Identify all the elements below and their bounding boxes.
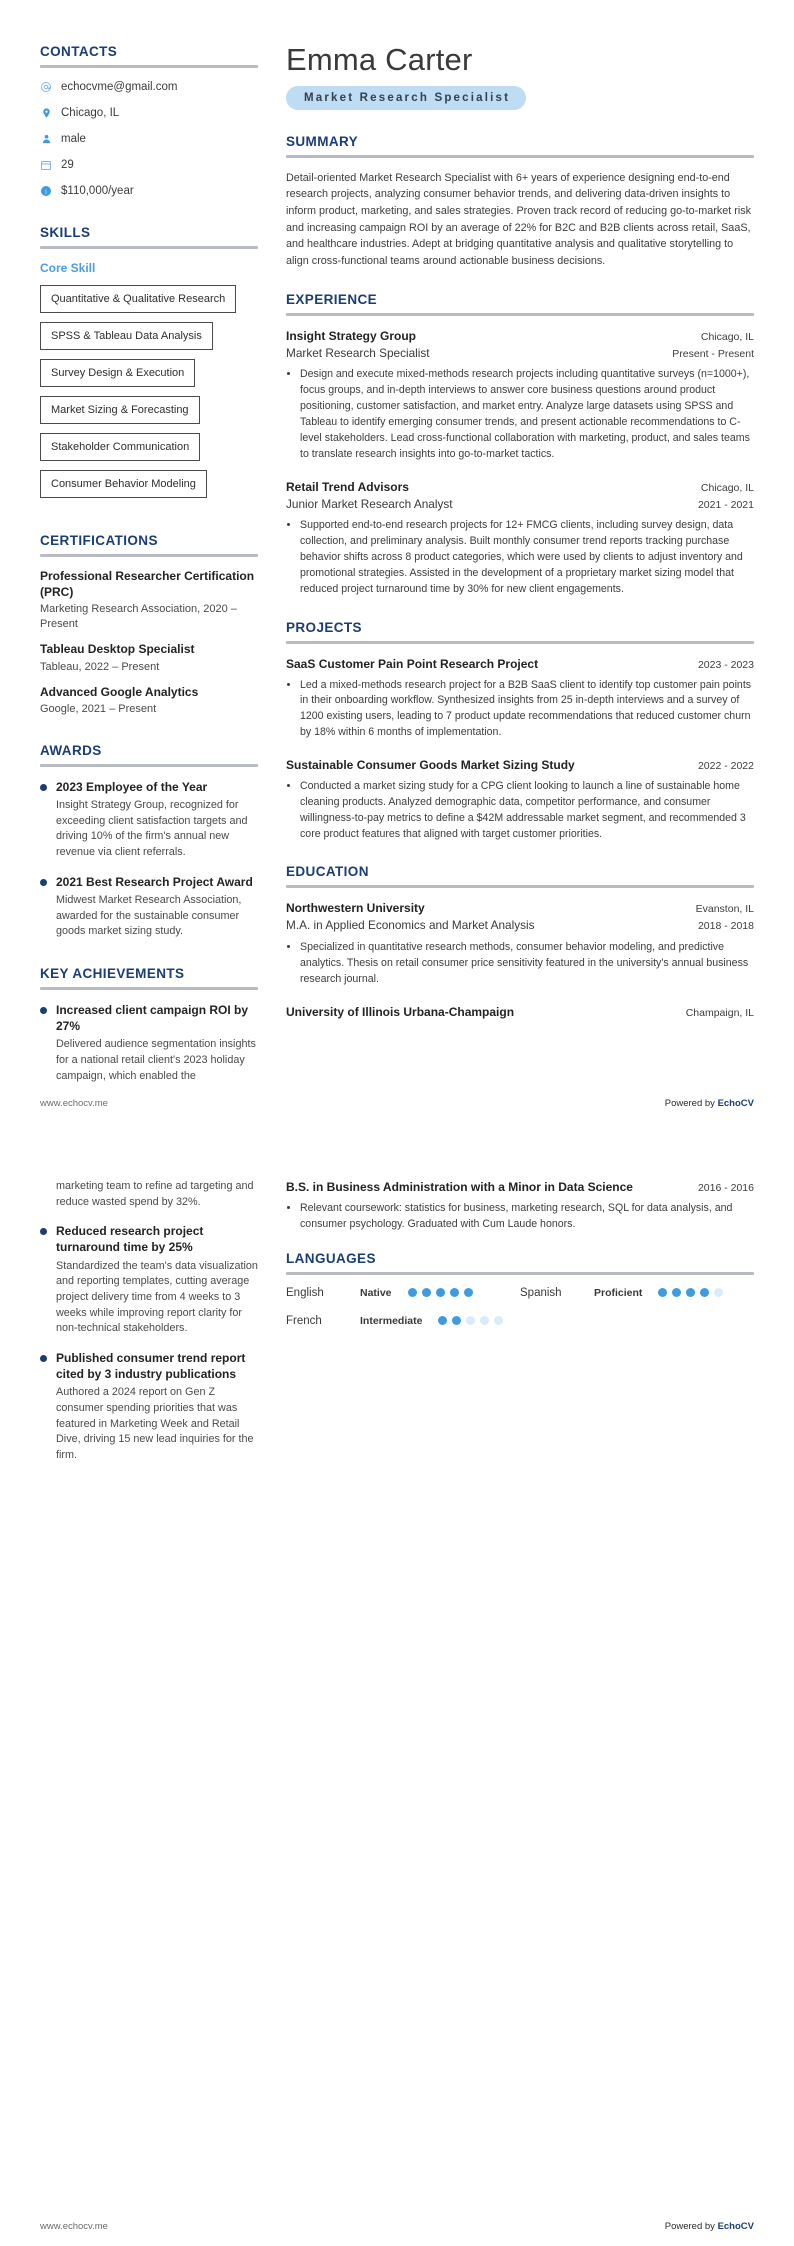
section-divider bbox=[40, 65, 258, 68]
contact-email-value: echocvme@gmail.com bbox=[61, 81, 178, 93]
rating-dot-icon bbox=[436, 1288, 445, 1297]
certification-name: Professional Researcher Certification (PRC) bbox=[40, 569, 255, 599]
achievement-description: Standardized the team's data visualization and reporting templates, cutting average project delivery time from 4 weeks to 3 weeks while improving report clarity for non-technical stakeholders. bbox=[56, 1259, 258, 1335]
summary-section bbox=[286, 134, 754, 270]
rating-dot-icon bbox=[408, 1288, 417, 1297]
certification-item bbox=[40, 569, 258, 632]
education-dates: 2018 - 2018 bbox=[697, 920, 754, 933]
language-name: French bbox=[286, 1314, 322, 1327]
contact-age-value: 29 bbox=[61, 158, 74, 171]
person-icon bbox=[40, 133, 52, 145]
experience-bullets bbox=[286, 518, 754, 597]
salary-icon bbox=[40, 185, 52, 197]
calendar-icon bbox=[40, 159, 52, 171]
section-divider bbox=[286, 1272, 754, 1275]
contact-location-value: Chicago, IL bbox=[61, 106, 120, 119]
skills-section bbox=[40, 225, 258, 508]
experience-bullet: • Supported end-to-end research projects for 12+ FMCG clients, including survey design, data collection, and preliminary analysis. Built monthly consumer trend reports tracking purchase behavior shifts across 8 product categories, which were used by clients to adjust inventory and promotional strategies. Assisted in the development of a proprietary market sizing model that reduced project turnaround time by 30% for new client engagements. bbox=[300, 518, 754, 597]
project-dates: 2023 - 2023 bbox=[697, 658, 754, 671]
bullet-dot-icon bbox=[40, 879, 47, 886]
project-name: SaaS Customer Pain Point Research Project bbox=[286, 656, 539, 671]
education-entry-continued bbox=[286, 1179, 754, 1233]
language-level: Proficient bbox=[594, 1286, 643, 1299]
awards-section-title: AWARDS bbox=[40, 743, 102, 758]
education-entry bbox=[286, 900, 754, 987]
main-column bbox=[282, 44, 754, 1110]
experience-dates: Present - Present bbox=[672, 347, 754, 360]
education-school: University of Illinois Urbana-Champaign bbox=[286, 1004, 515, 1019]
contact-location bbox=[40, 106, 258, 121]
rating-dot-icon bbox=[452, 1316, 461, 1325]
language-rating-dots bbox=[438, 1316, 503, 1325]
language-item-spanish bbox=[520, 1287, 754, 1299]
education-entry bbox=[286, 1004, 754, 1021]
education-degree: M.A. in Applied Economics and Market Analysis bbox=[286, 918, 535, 933]
project-dates: 2022 - 2022 bbox=[697, 760, 754, 773]
contacts-section bbox=[40, 44, 258, 199]
project-bullets bbox=[286, 678, 754, 742]
rating-dot-icon bbox=[494, 1316, 503, 1325]
experience-entry bbox=[286, 479, 754, 598]
award-title: 2023 Employee of the Year bbox=[56, 780, 208, 794]
award-item bbox=[40, 874, 258, 940]
contacts-section-title: CONTACTS bbox=[40, 44, 118, 59]
rating-dot-icon bbox=[658, 1288, 667, 1297]
skill-chip: Quantitative & Qualitative Research bbox=[40, 285, 236, 313]
section-divider bbox=[286, 313, 754, 316]
candidate-name: Emma Carter bbox=[286, 42, 473, 77]
resume-header bbox=[286, 44, 754, 116]
certification-meta: Marketing Research Association, 2020 – Present bbox=[40, 603, 237, 631]
certification-item bbox=[40, 685, 258, 717]
email-icon bbox=[40, 81, 52, 93]
language-name: English bbox=[286, 1286, 324, 1299]
rating-dot-icon bbox=[438, 1316, 447, 1325]
experience-section-title: EXPERIENCE bbox=[286, 291, 378, 307]
awards-section bbox=[40, 743, 258, 940]
section-divider bbox=[286, 155, 754, 158]
language-item-french bbox=[286, 1315, 520, 1327]
sidebar-column-continued bbox=[40, 1179, 282, 1476]
footer-url[interactable]: www.echocv.me bbox=[40, 2221, 108, 2232]
languages-grid bbox=[286, 1287, 754, 1327]
languages-section bbox=[286, 1251, 754, 1327]
language-name: Spanish bbox=[520, 1286, 562, 1299]
sidebar-column bbox=[40, 44, 282, 1110]
certifications-section-title: CERTIFICATIONS bbox=[40, 533, 158, 549]
award-description: Midwest Market Research Association, awarded for the sustainable consumer goods market sizing study. bbox=[56, 893, 242, 938]
education-bullet: • Specialized in quantitative research methods, consumer behavior modeling, and predictive analytics. Thesis on retail consumer price sensitivity featured in the university's annual business research journal. bbox=[300, 940, 754, 988]
footer-powered-by bbox=[665, 1098, 754, 1109]
contact-gender-value: male bbox=[61, 132, 86, 145]
education-degree-title: B.S. in Business Administration with a Minor in Data Science bbox=[286, 1180, 633, 1194]
education-bullet: • Relevant coursework: statistics for business, marketing research, SQL for data analysis, and consumer psychology. Graduated with Cum Laude honors. bbox=[300, 1201, 754, 1233]
certification-item bbox=[40, 642, 258, 674]
rating-dot-icon bbox=[686, 1288, 695, 1297]
experience-organization: Retail Trend Advisors bbox=[286, 479, 409, 494]
education-school: Northwestern University bbox=[286, 901, 425, 916]
education-bullets bbox=[286, 1201, 754, 1233]
section-divider bbox=[40, 987, 258, 990]
certification-name: Advanced Google Analytics bbox=[40, 684, 199, 699]
skill-chip: Market Sizing & Forecasting bbox=[40, 396, 200, 424]
rating-dot-icon bbox=[672, 1288, 681, 1297]
bullet-dot-icon bbox=[40, 784, 47, 791]
skills-section-title: SKILLS bbox=[40, 224, 91, 240]
experience-dates: 2021 - 2021 bbox=[697, 498, 754, 511]
project-bullet: • Led a mixed-methods research project for a B2B SaaS client to identify top customer pain points in their onboarding workflow. Synthesized insights from 25 in-depth interviews and a survey of 1200 existing users, leading to 7 product update recommendations that reduced customer churn by 18% within 6 months of implementation. bbox=[300, 678, 754, 742]
page-footer bbox=[40, 1098, 754, 1123]
project-bullet: • Conducted a market sizing study for a CPG client looking to launch a line of sustainable home cleaning products. Analyzed demographic data, competitor performance, and consumer willingness-to-pay metrics to define a $42M addressable market segment, and recommended 3 core product features that aligned with target customer priorities. bbox=[300, 779, 754, 843]
award-description: Insight Strategy Group, recognized for exceeding client satisfaction targets and driving 10% of the firm's annual new revenue via client referrals. bbox=[56, 799, 248, 859]
bullet-dot-icon bbox=[40, 1228, 47, 1235]
rating-dot-icon bbox=[464, 1288, 473, 1297]
section-divider bbox=[286, 885, 754, 888]
experience-organization: Insight Strategy Group bbox=[286, 328, 417, 343]
contact-age bbox=[40, 158, 258, 173]
section-divider bbox=[286, 641, 754, 644]
achievement-description-continued: marketing team to refine ad targeting and reduce wasted spend by 32%. bbox=[56, 1180, 254, 1208]
project-entry bbox=[286, 656, 754, 741]
rating-dot-icon bbox=[422, 1288, 431, 1297]
experience-job-title: Junior Market Research Analyst bbox=[286, 496, 453, 511]
experience-location: Chicago, IL bbox=[700, 330, 754, 343]
achievement-item bbox=[40, 1223, 258, 1337]
languages-section-title: LANGUAGES bbox=[286, 1250, 376, 1266]
experience-bullet: • Design and execute mixed-methods research projects including quantitative surveys (n=1000+), focus groups, and in-depth interviews to answer core business questions around product positioning, customer satisfaction, and market entry. Analyze large datasets using SPSS and Tableau to identify emerging consumer trends, and present actionable recommendations to C-level stakeholders. Lead cross-functional collaboration with marketing, product, and sales teams to translate research insights into go-to-market tactics. bbox=[300, 367, 754, 462]
achievement-item bbox=[40, 1002, 258, 1084]
contact-salary bbox=[40, 184, 258, 199]
projects-section bbox=[286, 620, 754, 843]
rating-dot-icon bbox=[450, 1288, 459, 1297]
project-name: Sustainable Consumer Goods Market Sizing Study bbox=[286, 758, 575, 773]
footer-powered-prefix: Powered by bbox=[664, 2221, 718, 2232]
contact-gender bbox=[40, 132, 258, 147]
footer-brand-name: EchoCV bbox=[717, 2221, 754, 2232]
education-section bbox=[286, 864, 754, 1020]
summary-section-title: SUMMARY bbox=[286, 133, 359, 149]
language-level: Native bbox=[360, 1286, 392, 1299]
education-location: Evanston, IL bbox=[695, 903, 754, 916]
candidate-role-badge: Market Research Specialist bbox=[286, 86, 526, 110]
achievement-description: Delivered audience segmentation insights for a national retail client's 2023 holiday campaign, which enabled the bbox=[56, 1038, 256, 1082]
achievement-title: Increased client campaign ROI by 27% bbox=[56, 1002, 249, 1034]
svg-text:i: i bbox=[45, 188, 47, 196]
skill-chip: Stakeholder Communication bbox=[40, 433, 200, 461]
certification-meta: Google, 2021 – Present bbox=[40, 703, 157, 716]
education-dates: 2016 - 2016 bbox=[697, 1182, 754, 1194]
experience-location: Chicago, IL bbox=[700, 481, 754, 494]
section-divider bbox=[40, 246, 258, 249]
rating-dot-icon bbox=[466, 1316, 475, 1325]
rating-dot-icon bbox=[480, 1316, 489, 1325]
skills-list bbox=[40, 285, 258, 508]
section-divider bbox=[40, 554, 258, 557]
section-divider bbox=[40, 764, 258, 767]
summary-text: Detail-oriented Market Research Specialist with 6+ years of experience designing end-to-end research projects, analyzing consumer behavior trends, and delivering data-driven insights to inform product, marketing, and sales strategies. Proven track record of reducing go-to-market risk and increasing campaign ROI by an average of 22% for B2C and B2B clients across retail, SaaS, and healthcare industries. Adept at bridging quantitative analysis and qualitative storytelling to align cross-functional teams around actionable business decisions. bbox=[286, 171, 752, 268]
achievement-title: Published consumer trend report cited by 3 industry publications bbox=[56, 1350, 246, 1382]
experience-job-title: Market Research Specialist bbox=[286, 345, 430, 360]
main-column-continued bbox=[282, 1179, 754, 1476]
footer-powered-by bbox=[665, 2221, 754, 2232]
rating-dot-icon bbox=[714, 1288, 723, 1297]
skill-chip: SPSS & Tableau Data Analysis bbox=[40, 322, 213, 350]
location-pin-icon bbox=[40, 107, 52, 119]
award-item bbox=[40, 779, 258, 861]
skill-chip: Consumer Behavior Modeling bbox=[40, 470, 207, 498]
language-level: Intermediate bbox=[360, 1314, 423, 1327]
certification-name: Tableau Desktop Specialist bbox=[40, 642, 195, 657]
bullet-dot-icon bbox=[40, 1355, 47, 1362]
contact-email[interactable] bbox=[40, 80, 258, 95]
language-item-english bbox=[286, 1287, 520, 1299]
page-footer bbox=[40, 2221, 754, 2246]
footer-powered-prefix: Powered by bbox=[664, 1098, 718, 1109]
key-achievements-section-title: KEY ACHIEVEMENTS bbox=[40, 965, 185, 981]
key-achievements-section bbox=[40, 966, 258, 1084]
experience-bullets bbox=[286, 367, 754, 462]
experience-section bbox=[286, 292, 754, 598]
achievement-item bbox=[40, 1350, 258, 1464]
skill-chip: Survey Design & Execution bbox=[40, 359, 195, 387]
contact-salary-value: $110,000/year bbox=[61, 184, 134, 197]
footer-url[interactable]: www.echocv.me bbox=[40, 1098, 108, 1109]
bullet-dot-icon bbox=[40, 1007, 47, 1014]
achievement-title: Reduced research project turnaround time by 25% bbox=[56, 1224, 204, 1255]
project-bullets bbox=[286, 779, 754, 843]
resume-page-2 bbox=[0, 1123, 794, 2246]
education-location: Champaign, IL bbox=[685, 1006, 754, 1019]
certification-meta: Tableau, 2022 – Present bbox=[40, 660, 160, 673]
experience-entry bbox=[286, 328, 754, 463]
education-bullets bbox=[286, 940, 754, 988]
award-title: 2021 Best Research Project Award bbox=[56, 874, 253, 889]
language-rating-dots bbox=[658, 1288, 723, 1297]
rating-dot-icon bbox=[700, 1288, 709, 1297]
skills-group-label: Core Skill bbox=[40, 260, 96, 275]
language-rating-dots bbox=[408, 1288, 473, 1297]
education-section-title: EDUCATION bbox=[286, 864, 369, 880]
certifications-section bbox=[40, 533, 258, 717]
projects-section-title: PROJECTS bbox=[286, 619, 362, 635]
achievement-description: Authored a 2024 report on Gen Z consumer spending priorities that was featured in Marketing Week and Retail Dive, driving 15 new lead inquiries for the firm. bbox=[56, 1386, 254, 1461]
project-entry bbox=[286, 757, 754, 842]
footer-brand-name: EchoCV bbox=[717, 1098, 754, 1109]
